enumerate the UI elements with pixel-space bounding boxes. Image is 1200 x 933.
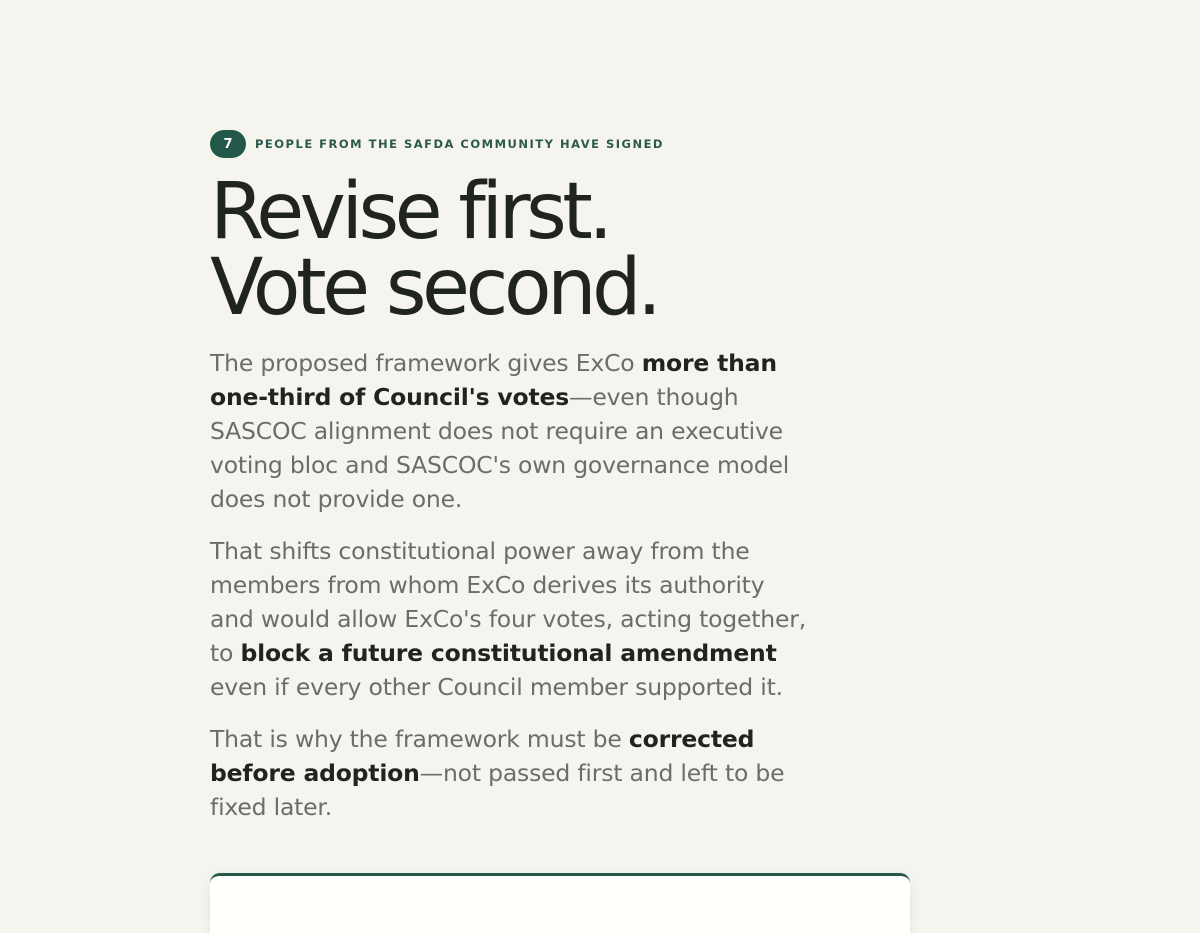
headline-line-1: Revise first. xyxy=(210,167,609,257)
page-title xyxy=(210,167,910,333)
paragraph-text: even if every other Council member supported it. xyxy=(210,673,783,701)
intro-text xyxy=(210,346,810,824)
signature-form-card xyxy=(210,873,910,933)
paragraph-text: The proposed framework gives ExCo xyxy=(210,349,642,377)
paragraph-text: —not passed first and left to be fixed later. xyxy=(210,759,785,821)
intro-paragraph-1 xyxy=(210,346,810,516)
paragraph-emphasis: block a future constitutional amendment xyxy=(240,639,777,667)
paragraph-text: That is why the framework must be xyxy=(210,725,629,753)
paragraph-text: —even though SASCOC alignment does not require an executive voting bloc and SASCOC's own governance model does not provide one. xyxy=(210,383,790,513)
intro-paragraph-3 xyxy=(210,722,810,824)
paragraph-text: That shifts constitutional power away from the members from whom ExCo derives its authority and would allow ExCo's four votes, acting together, to xyxy=(210,537,806,667)
petition-hero xyxy=(210,130,910,842)
signature-count-label: PEOPLE FROM THE SAFDA COMMUNITY HAVE SIGNED xyxy=(255,137,664,151)
headline-line-2: Vote second. xyxy=(210,243,658,333)
signature-count-badge: 7 xyxy=(210,130,246,158)
signature-counter xyxy=(210,130,910,158)
intro-paragraph-2 xyxy=(210,534,810,704)
paragraph-emphasis: corrected before adoption xyxy=(210,725,755,787)
paragraph-emphasis: more than one-third of Council's votes xyxy=(210,349,777,411)
